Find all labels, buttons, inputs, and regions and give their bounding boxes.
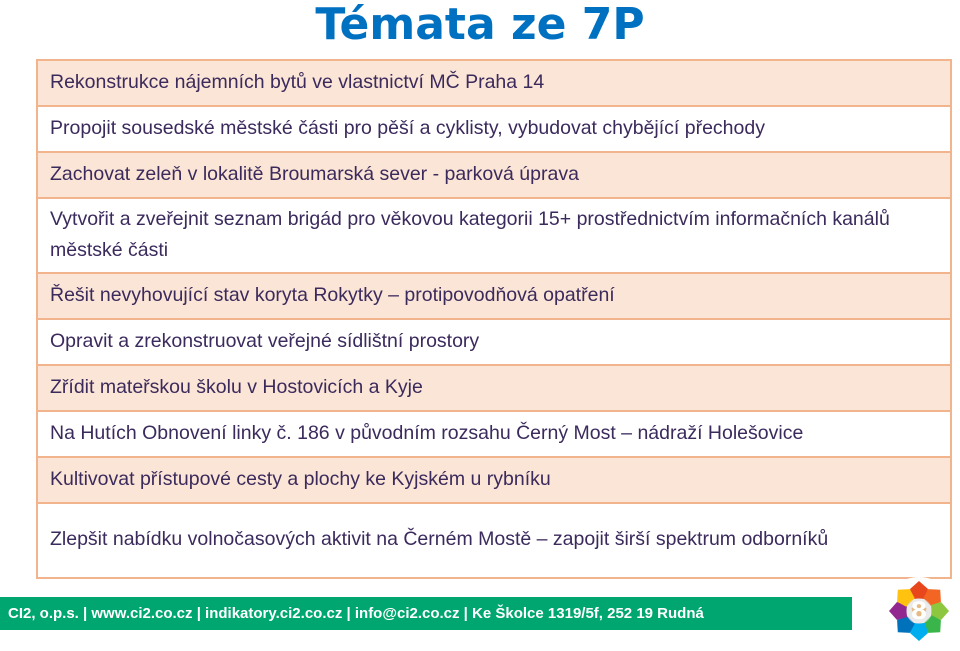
table-row — [37, 273, 951, 319]
topic-cell: Rekonstrukce nájemních bytů ve vlastnictví MČ Praha 14 — [37, 60, 951, 106]
topic-cell: Opravit a zrekonstruovat veřejné sídlištní prostory — [37, 319, 951, 365]
table-row — [37, 319, 951, 365]
table-row — [37, 411, 951, 457]
topic-cell: Zlepšit nabídku volnočasových aktivit na Černém Mostě – zapojit širší spektrum odborníků — [37, 503, 951, 578]
table-row — [37, 152, 951, 198]
topic-cell: Řešit nevyhovující stav koryta Rokytky – protipovodňová opatření — [37, 273, 951, 319]
table-row — [37, 365, 951, 411]
footer-bar — [0, 597, 852, 630]
topic-cell: Kultivovat přístupové cesty a plochy ke Kyjském u rybníku — [37, 457, 951, 503]
table-row — [37, 198, 951, 273]
topic-cell: Na Hutích Obnovení linky č. 186 v původním rozsahu Černý Most – nádraží Holešovice — [37, 411, 951, 457]
table-row — [37, 503, 951, 578]
footer-contact-text: CI2, o.p.s. | www.ci2.co.cz | indikatory.ci2.co.cz | info@ci2.co.cz | Ke Školce 1319/5f, 252 19 Rudná — [8, 605, 704, 622]
topic-cell: Vytvořit a zveřejnit seznam brigád pro věkovou kategorii 15+ prostřednictvím informačních kanálů městské části — [37, 198, 951, 273]
topic-cell: Zachovat zeleň v lokalitě Broumarská sever - parková úprava — [37, 152, 951, 198]
table-row — [37, 106, 951, 152]
page-number: 8 — [910, 597, 928, 625]
topics-table — [36, 59, 952, 579]
table-row — [37, 60, 951, 106]
topic-cell: Propojit sousedské městské části pro pěší a cyklisty, vybudovat chybějící přechody — [37, 106, 951, 152]
topic-cell: Zřídit mateřskou školu v Hostovicích a Kyje — [37, 365, 951, 411]
table-row — [37, 457, 951, 503]
slide-title: Témata ze 7P — [315, 0, 645, 50]
